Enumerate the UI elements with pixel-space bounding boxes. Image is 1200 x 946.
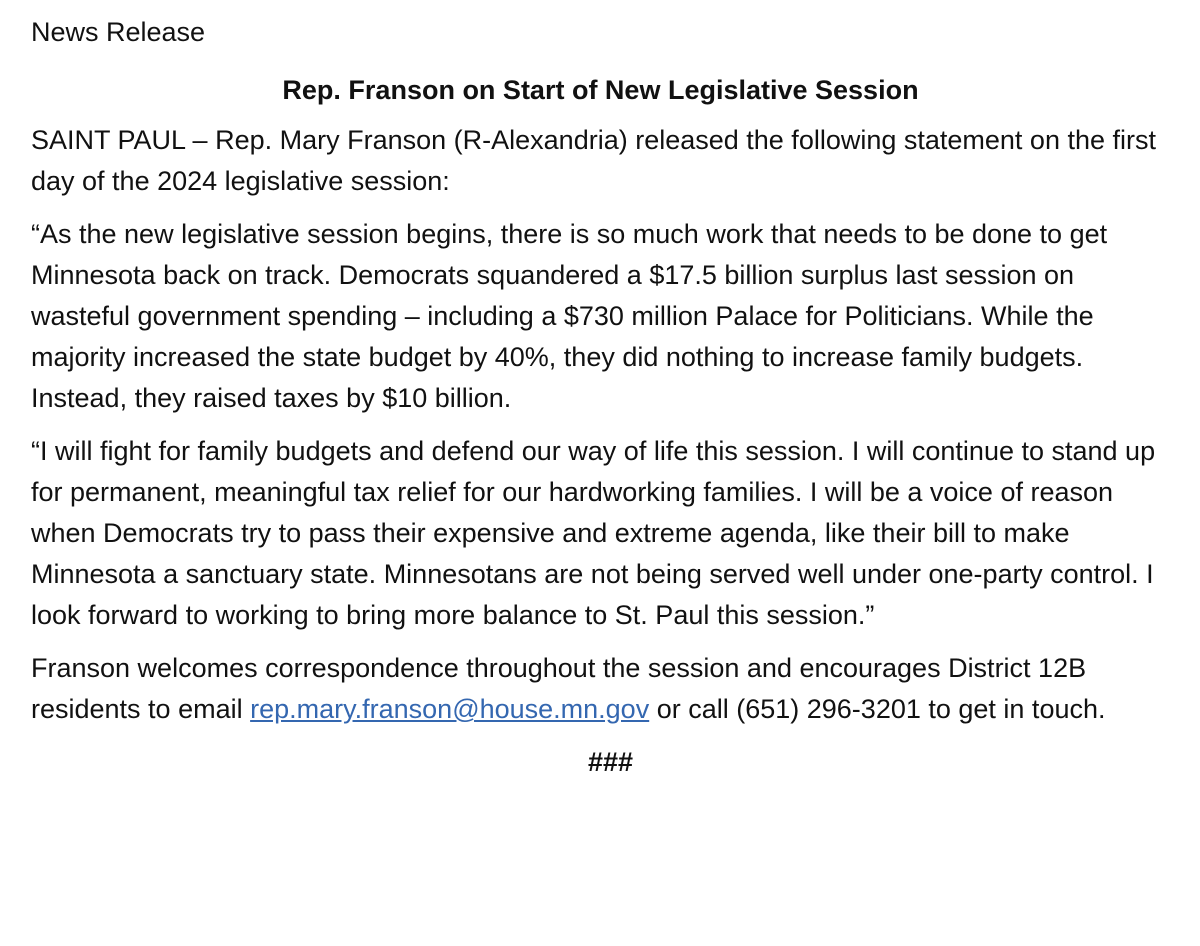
email-link[interactable]: rep.mary.franson@house.mn.gov [250,694,650,724]
statement-paragraph-2: “I will fight for family budgets and defend our way of life this session. I will continue to stand up for permanent, meaningful tax relief for our hardworking families. I will be a voice of reason when Democrats try to pass their expensive and extreme agenda, like their bill to make Minnesota a sanctuary state. Minnesotans are not being served well under one-party control. I look forward to working to bring more balance to St. Paul this session.” [31,436,1156,630]
contact-text-after: or call (651) 296-3201 to get in touch. [649,694,1106,724]
intro-paragraph: SAINT PAUL – Rep. Mary Franson (R-Alexandria) released the following statement on the first day of the 2024 legislative session: [31,125,1156,196]
statement-paragraph-1: “As the new legislative session begins, there is so much work that needs to be done to get Minnesota back on track. Democrats squandered a $17.5 billion surplus last session on wasteful government spending – including a $730 million Palace for Politicians. While the majority increased the state budget by 40%, they did nothing to increase family budgets. Instead, they raised taxes by $10 billion. [31,219,1108,413]
document-type-label: News Release [31,17,206,47]
contact-text-before: Franson welcomes correspondence throughout the session and encourages District 12B residents to email [31,653,1087,724]
headline: Rep. Franson on Start of New Legislative Session [282,75,919,105]
end-mark: ### [587,747,634,777]
contact-paragraph [31,648,1160,730]
